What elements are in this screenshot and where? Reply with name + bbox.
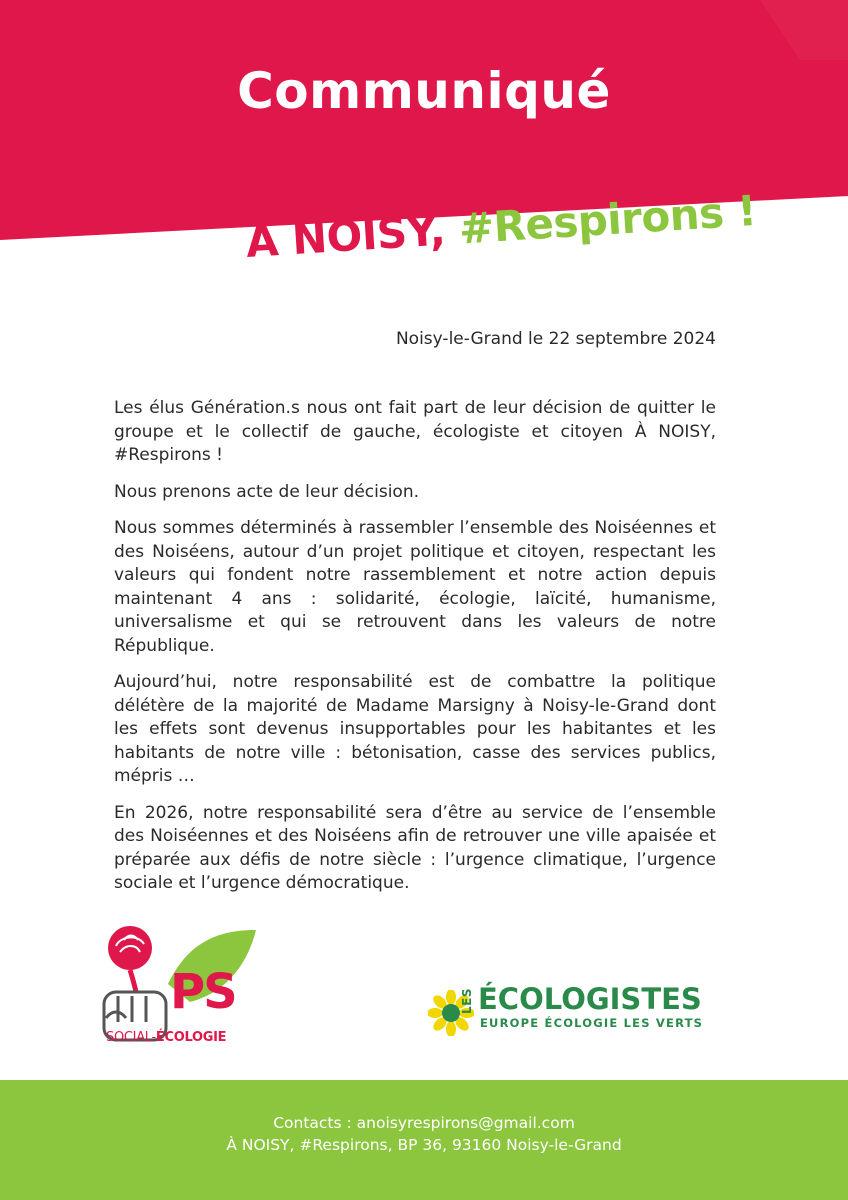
- footer-contact: Contacts : anoisyrespirons@gmail.com: [273, 1114, 575, 1132]
- paragraph: Nous prenons acte de leur décision.: [114, 481, 420, 502]
- document-date: Noisy-le-Grand le 22 septembre 2024: [395, 329, 716, 349]
- ps-logo-name: PS: [170, 964, 236, 1020]
- ps-sub-bold: ÉCOLOGIE: [155, 1030, 227, 1045]
- document-body: [114, 397, 716, 909]
- paragraph: En 2026, notre responsabilité sera d’être au service de l’ensemble des Noiséennes et des Noiséens afin de retrouver une ville apaisée et préparée aux défis de notre siècle : l’urgence climatique, l’urgence sociale et l’urgence démocratique.: [114, 802, 716, 893]
- eco-logo-name: ÉCOLOGISTES: [478, 982, 702, 1016]
- eco-logo-subtitle: EUROPE ÉCOLOGIE LES VERTS: [480, 1016, 704, 1030]
- page-title: Communiqué: [237, 62, 611, 120]
- slogan-green-part: #Respirons !: [457, 185, 758, 254]
- paragraph: Nous sommes déterminés à rassembler l’ensemble des Noiséennes et des Noiséens, autour d’un projet politique et citoyen, respectant les valeurs qui fondent notre rassemblement et notre action depuis maintenant 4 ans : solidarité, écologie, laïcité, humanisme, universalisme et qui se retrouvent dans les valeurs de notre République.: [114, 518, 716, 656]
- eco-logo-les: LES: [460, 988, 474, 1014]
- paragraph: Les élus Génération.s nous ont fait part de leur décision de quitter le groupe et le collectif de gauche, écologiste et citoyen À NOISY, #Respirons !: [114, 398, 716, 465]
- ps-logo-subtitle: [106, 1030, 226, 1045]
- footer: [0, 1080, 848, 1200]
- footer-address: À NOISY, #Respirons, BP 36, 93160 Noisy-le-Grand: [226, 1136, 622, 1154]
- ps-sub-prefix: SOCIAL-: [106, 1030, 156, 1045]
- paragraph: Aujourd’hui, notre responsabilité est de combattre la politique délétère de la majorité de Madame Marsigny à Noisy-le-Grand dont les effets sont devenus insupportables pour les habitantes et les habitants de notre ville : bétonisation, casse des services publics, mépris …: [114, 672, 716, 786]
- slogan-red-part: À NOISY,: [244, 205, 447, 267]
